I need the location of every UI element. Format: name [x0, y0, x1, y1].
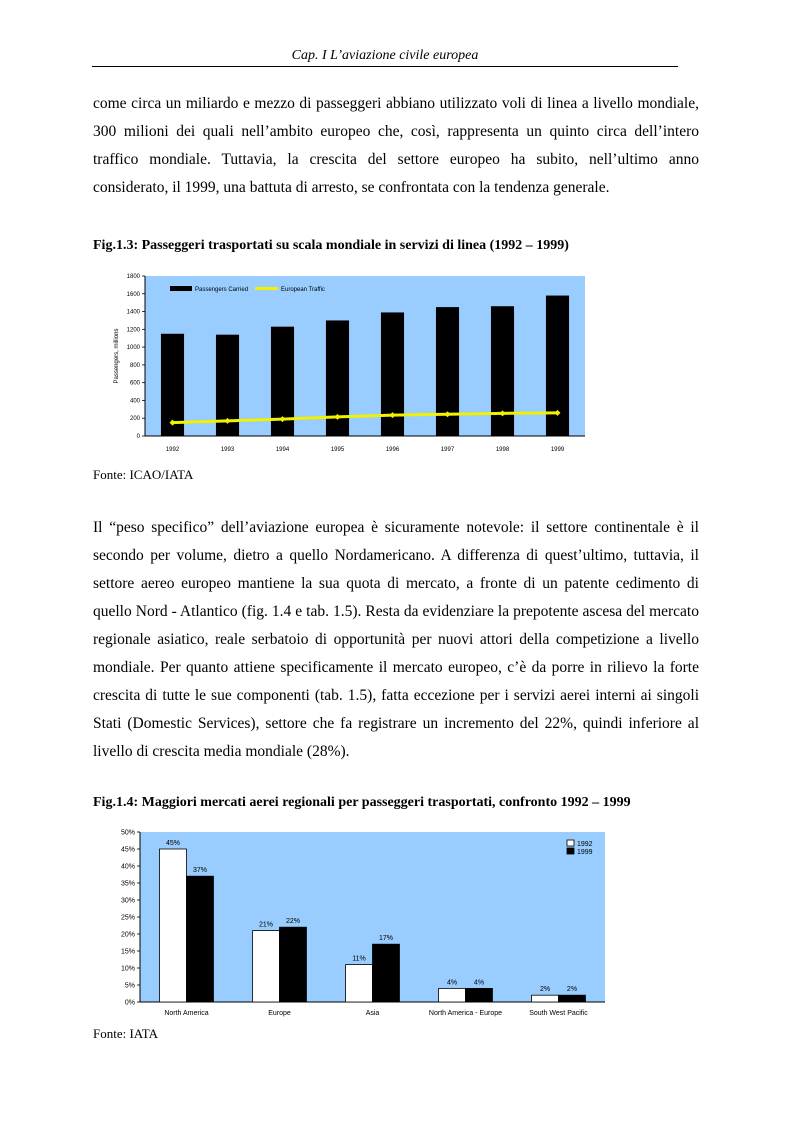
- x-tick-label: Asia: [365, 1010, 380, 1017]
- y-tick-label: 200: [129, 416, 140, 423]
- bar-1992: [439, 988, 466, 1002]
- y-tick-label: 1000: [126, 345, 140, 352]
- x-tick-label: North America - Europe: [428, 1010, 503, 1017]
- y-tick-label: 45%: [120, 846, 135, 854]
- figure-2-source: Fonte: IATA: [93, 1026, 159, 1041]
- y-tick-label: 35%: [120, 880, 135, 888]
- x-tick-label: South West Pacific: [529, 1010, 588, 1017]
- y-tick-label: 1400: [126, 309, 140, 316]
- y-tick-label: 5%: [124, 982, 135, 990]
- y-tick-label: 50%: [120, 829, 135, 837]
- bar-1992: [346, 965, 373, 1002]
- bar-1999: [559, 995, 586, 1002]
- bar-1992: [253, 931, 280, 1002]
- bar-1999: [373, 944, 400, 1002]
- data-label-1999: 17%: [378, 935, 393, 943]
- legend-swatch-1999: [567, 848, 574, 854]
- bar-passengers-carried: [491, 306, 514, 436]
- y-tick-label: 20%: [120, 931, 135, 939]
- x-tick-label: 1996: [385, 447, 400, 453]
- x-tick-label: Europe: [268, 1010, 291, 1017]
- y-tick-label: 40%: [120, 863, 135, 871]
- legend-label-1999: 1999: [577, 849, 593, 856]
- data-label-1992: 45%: [166, 840, 181, 847]
- y-tick-label: 400: [129, 398, 140, 405]
- paragraph-1: come circa un miliardo e mezzo di passeggeri abbiano utilizzato voli di linea a livello mondiale, 300 milioni dei quali nell’ambito europeo che, così, rappresenta un quinto circa dell’intero traffico mondiale. Tuttavia, la crescita del settore europeo ha subito, nell’ultimo anno considerato, il 1999, una battuta di arresto, se confrontata con la tendenza generale.: [93, 95, 699, 196]
- legend-swatch-1992: [567, 840, 574, 846]
- y-tick-label: 0: [136, 434, 140, 440]
- y-tick-label: 0%: [124, 999, 135, 1007]
- y-axis-label: Passengers, millions: [114, 328, 120, 384]
- legend-label-1992: 1992: [577, 841, 593, 848]
- x-tick-label: 1992: [165, 447, 180, 453]
- bar-1999: [187, 876, 214, 1002]
- x-tick-label: 1994: [275, 447, 290, 453]
- chart-regional-markets: [100, 825, 620, 1023]
- legend-label-european: European Traffic: [281, 287, 325, 293]
- x-tick-label: 1999: [550, 447, 565, 453]
- figure-1-source: Fonte: ICAO/IATA: [93, 467, 194, 482]
- bar-1992: [532, 995, 559, 1002]
- y-tick-label: 1600: [126, 291, 140, 298]
- legend-label-passengers: Passengers Carried: [195, 287, 249, 293]
- figure-1-caption: Fig.1.3: Passeggeri trasportati su scala mondiale in servizi di linea (1992 – 1999): [93, 238, 569, 253]
- bar-1992: [160, 849, 187, 1002]
- data-label-1999: 37%: [192, 867, 207, 875]
- chart-passengers-carried: [100, 268, 600, 460]
- y-tick-label: 1200: [126, 327, 140, 334]
- y-tick-label: 25%: [120, 914, 135, 922]
- bar-1999: [280, 927, 307, 1002]
- y-tick-label: 15%: [120, 948, 135, 956]
- data-label-1999: 4%: [473, 979, 485, 987]
- bar-1999: [466, 988, 493, 1002]
- running-header: Cap. I L’aviazione civile europea: [92, 48, 678, 67]
- data-label-1992: 21%: [259, 921, 274, 929]
- paragraph-2: Il “peso specifico” dell’aviazione europea è sicuramente notevole: il settore continentale è il secondo per volume, dietro a quello Nordamericano. A differenza di quest’ultimo, tuttavia, il settore aereo europeo mantiene la sua quota di mercato, a fronte di un patente cedimento di quello Nord - Atlantico (fig. 1.4 e tab. 1.5). Resta da evidenziare la prepotente ascesa del mercato regionale asiatico, reale serbatoio di opportunità per nuovi attori della competizione a livello mondiale. Per quanto attiene specificamente il mercato europeo, c’è da porre in rilievo la forte crescita di tutte le sue componenti (tab. 1.5), fatta eccezione per i servizi aerei interni ai singoli Stati (Domestic Services), settore che fa registrare un incremento del 22%, quindi inferiore al livello di crescita media mondiale (28%).: [93, 519, 699, 760]
- y-tick-label: 1800: [126, 274, 140, 280]
- data-label-1999: 2%: [566, 986, 578, 994]
- y-tick-label: 600: [129, 380, 140, 387]
- y-tick-label: 800: [129, 362, 140, 369]
- x-tick-label: 1995: [330, 447, 345, 453]
- figure-2-caption: Fig.1.4: Maggiori mercati aerei regionali per passeggeri trasportati, confronto 1992 – 1999: [93, 795, 631, 810]
- y-tick-label: 10%: [120, 965, 135, 973]
- x-tick-label: 1997: [440, 447, 455, 453]
- legend-swatch-passengers: [170, 286, 192, 291]
- y-tick-label: 30%: [120, 897, 135, 905]
- x-tick-label: North America: [164, 1010, 209, 1017]
- x-tick-label: 1993: [220, 447, 235, 453]
- data-label-1992: 2%: [539, 986, 551, 994]
- data-label-1992: 4%: [446, 979, 458, 987]
- data-label-1992: 11%: [352, 955, 366, 963]
- x-tick-label: 1998: [495, 447, 510, 453]
- data-label-1999: 22%: [285, 918, 300, 926]
